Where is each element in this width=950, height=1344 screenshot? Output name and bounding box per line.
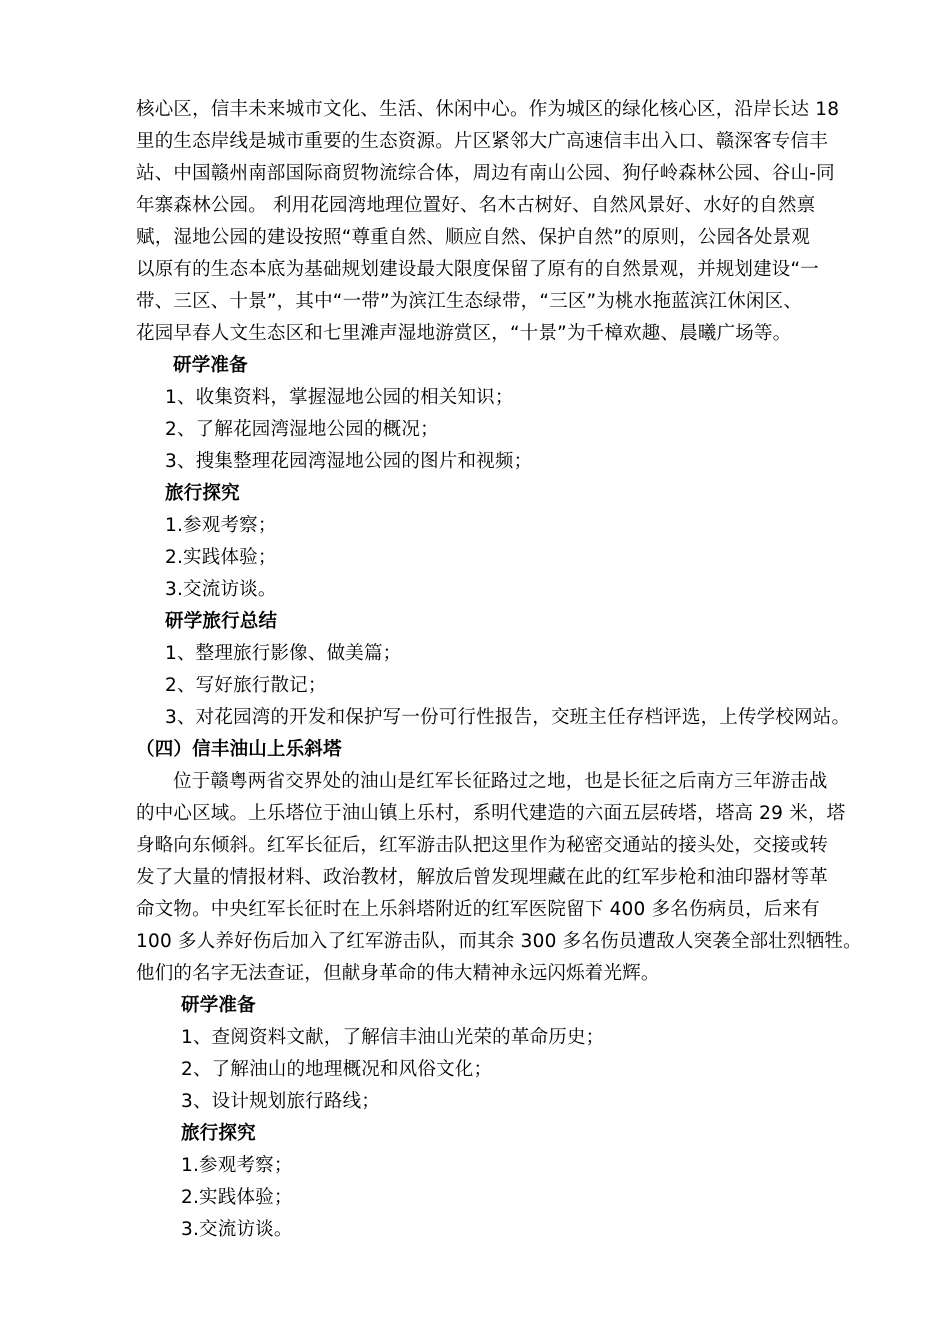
list-item: 2、了解油山的地理概况和风俗文化； <box>181 1059 493 1080</box>
list-item: 3.交流访谈。 <box>165 579 277 600</box>
section-heading-explore: 旅行探究 <box>165 483 240 504</box>
section-heading-explore: 旅行探究 <box>181 1123 256 1144</box>
paragraph-line: 身略向东倾斜。红军长征后，红军游击队把这里作为秘密交通站的接头处，交接或转 <box>136 835 828 856</box>
list-item: 1.参观考察； <box>181 1155 293 1176</box>
paragraph-line: 里的生态岸线是城市重要的生态资源。片区紧邻大广高速信丰出入口、赣深客专信丰 <box>136 131 828 152</box>
paragraph-line: 花园早春人文生态区和七里滩声湿地游赏区，“十景”为千樟欢趣、晨曦广场等。 <box>136 323 792 344</box>
list-item: 1.参观考察； <box>165 515 277 536</box>
list-item: 2.实践体验； <box>181 1187 293 1208</box>
list-item: 2、了解花园湾湿地公园的概况； <box>165 419 439 440</box>
list-item: 1、收集资料，掌握湿地公园的相关知识； <box>165 387 514 408</box>
section-title: （四）信丰油山上乐斜塔 <box>136 739 342 760</box>
paragraph-line: 发了大量的情报材料、政治教材，解放后曾发现埋藏在此的红军步枪和油印器材等革 <box>136 867 828 888</box>
list-item: 3.交流访谈。 <box>181 1219 293 1240</box>
list-item: 2.实践体验； <box>165 547 277 568</box>
section-heading-prep: 研学准备 <box>173 355 248 376</box>
list-item: 1、查阅资料文献，了解信丰油山光荣的革命历史； <box>181 1027 605 1048</box>
paragraph-line: 100 多人养好伤后加入了红军游击队，而其余 300 多名伤员遭敌人突袭全部壮烈牺牲。 <box>136 931 862 952</box>
paragraph-line: 赋，湿地公园的建设按照“尊重自然、顺应自然、保护自然”的原则，公园各处景观 <box>136 227 811 248</box>
paragraph-line: 核心区，信丰未来城市文化、生活、休闲中心。作为城区的绿化核心区，沿岸长达 18 <box>136 99 840 120</box>
section-heading-prep: 研学准备 <box>181 995 256 1016</box>
paragraph-line: 命文物。中央红军长征时在上乐斜塔附近的红军医院留下 400 多名伤病员，后来有 <box>136 899 820 920</box>
paragraph-line: 的中心区域。上乐塔位于油山镇上乐村，系明代建造的六面五层砖塔，塔高 29 米，塔 <box>136 803 846 824</box>
paragraph-line: 以原有的生态本底为基础规划建设最大限度保留了原有的自然景观，并规划建设“一 <box>136 259 819 280</box>
list-item: 3、对花园湾的开发和保护写一份可行性报告，交班主任存档评选，上传学校网站。 <box>165 707 851 728</box>
paragraph-line: 年寨森林公园。 利用花园湾地理位置好、名木古树好、自然风景好、水好的自然禀 <box>136 195 816 216</box>
paragraph-line: 带、三区、十景”，其中“一带”为滨江生态绿带，“三区”为桃水拖蓝滨江休闲区、 <box>136 291 803 312</box>
list-item: 2、写好旅行散记； <box>165 675 327 696</box>
paragraph-line: 站、中国赣州南部国际商贸物流综合体，周边有南山公园、狗仔岭森林公园、谷山-同 <box>136 163 835 184</box>
list-item: 3、搜集整理花园湾湿地公园的图片和视频； <box>165 451 533 472</box>
list-item: 3、设计规划旅行路线； <box>181 1091 380 1112</box>
paragraph-line: 位于赣粤两省交界处的油山是红军长征路过之地，也是长征之后南方三年游击战 <box>173 771 828 792</box>
section-heading-summary: 研学旅行总结 <box>165 611 278 632</box>
paragraph-line: 他们的名字无法查证，但献身革命的伟大精神永远闪烁着光辉。 <box>136 963 660 984</box>
list-item: 1、整理旅行影像、做美篇； <box>165 643 402 664</box>
